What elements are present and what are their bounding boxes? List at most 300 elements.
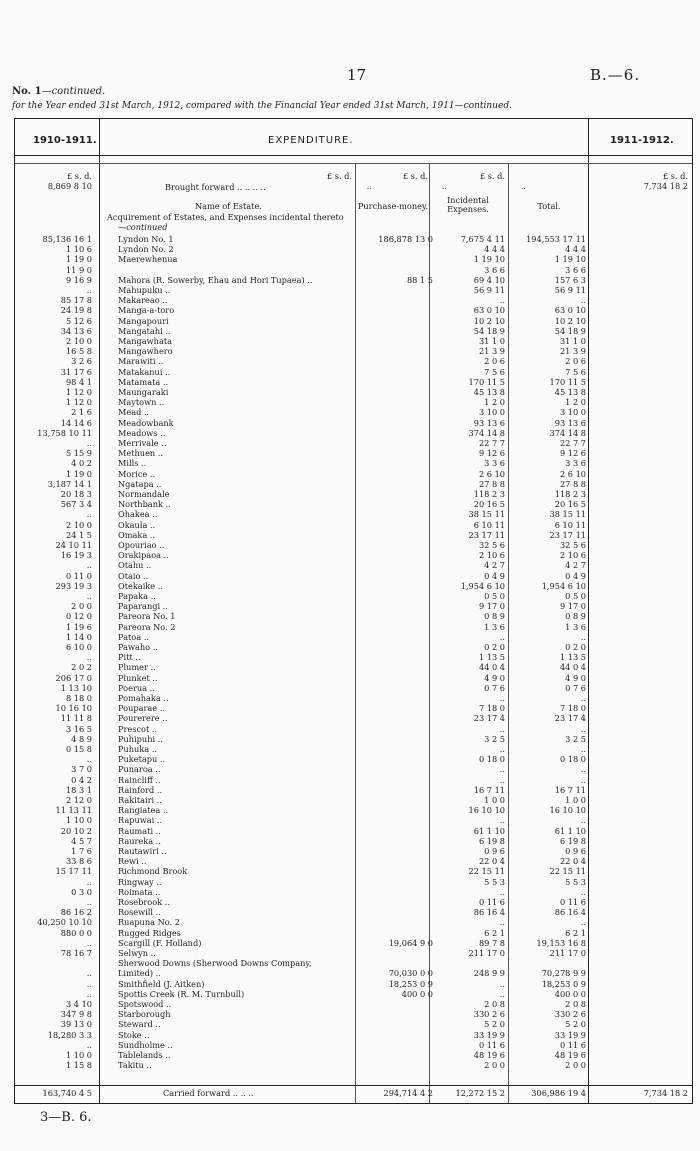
estate-name: Takitu .. xyxy=(118,1060,152,1071)
total-amount: .. xyxy=(580,815,586,826)
estate-name: Omaka .. xyxy=(118,529,156,540)
estate-name: Normandale xyxy=(118,489,170,499)
incidental-expenses: .. xyxy=(499,815,505,826)
document-reference: B.—6. xyxy=(590,66,641,84)
total-amount: 157 6 3 xyxy=(554,274,586,285)
total-amount: 38 15 11 xyxy=(549,509,586,520)
table-row xyxy=(15,367,692,377)
incidental-expenses: 6 2 1 xyxy=(484,927,505,938)
prev-year-amount: 1 14 0 xyxy=(65,631,92,642)
table-row xyxy=(15,938,692,948)
incidental-expenses: 7 5 6 xyxy=(484,366,505,377)
total-amount: 45 13 8 xyxy=(554,387,586,397)
table-row xyxy=(15,826,692,836)
total-amount: 2 0 6 xyxy=(565,356,586,367)
table-row xyxy=(15,989,692,999)
table-row xyxy=(15,254,692,264)
incidental-expenses: 1,954 6 10 xyxy=(460,580,505,591)
prev-year-amount: 13,758 10 11 xyxy=(37,427,92,438)
prev-year-amount: 39 13 0 xyxy=(60,1019,92,1030)
prev-year-amount: 4 8 9 xyxy=(71,733,92,744)
estate-name: Meadowbank xyxy=(118,417,174,428)
total-amount: 27 8 8 xyxy=(559,478,586,489)
estate-name: Prescot .. xyxy=(118,723,158,734)
incidental-heading: Incidental Expenses. xyxy=(447,195,489,214)
estate-name: Methuen .. xyxy=(118,448,163,459)
incidental-expenses: 31 1 0 xyxy=(478,336,505,346)
table-row xyxy=(15,499,692,509)
incidental-expenses: 0 9 6 xyxy=(484,846,505,856)
prev-year-amount: .. xyxy=(86,988,92,999)
prev-year-amount: 11 11 8 xyxy=(60,713,92,724)
estate-name: Rakitairi .. xyxy=(118,795,162,805)
estate-name: Puketapu .. xyxy=(118,754,166,765)
prev-year-amount: 1 7 6 xyxy=(71,846,92,856)
total-amount: 7 18 0 xyxy=(559,703,586,714)
estate-name: Patoa .. xyxy=(118,631,149,642)
incidental-expenses: 4 9 0 xyxy=(484,672,505,683)
incidental-expenses: 0 18 0 xyxy=(478,754,505,765)
table-row xyxy=(15,265,692,275)
table-row xyxy=(15,887,692,897)
prev-year-amount: .. xyxy=(86,438,92,448)
table-row xyxy=(15,744,692,754)
table-row xyxy=(15,673,692,683)
estate-name: Raureka .. xyxy=(118,835,161,846)
prev-year-amount: 2 12 0 xyxy=(65,795,92,805)
prev-year-amount: 1 19 6 xyxy=(65,621,92,632)
estate-name: Pomahaka .. xyxy=(118,693,169,703)
table-row xyxy=(15,958,692,968)
incidental-expenses: 23 17 11 xyxy=(468,529,505,540)
total-amount: 194,553 17 11 xyxy=(526,234,586,244)
table-row xyxy=(15,377,692,387)
estate-name: Mahora (R. Sowerby, Ehau and Hori Tupaea) .. xyxy=(118,274,313,285)
incidental-expenses: 0 7 6 xyxy=(484,682,505,693)
table-row xyxy=(15,724,692,734)
prev-year-amount: .. xyxy=(86,937,92,948)
incidental-expenses: .. xyxy=(499,917,505,928)
incidental-expenses: 69 4 10 xyxy=(473,274,505,285)
table-row xyxy=(15,356,692,366)
total-amount: 0 9 6 xyxy=(565,846,586,856)
expenditure-heading: EXPENDITURE. xyxy=(268,135,354,146)
total-amount: 70,278 9 9 xyxy=(541,968,586,979)
total-heading: Total. xyxy=(537,201,561,211)
table-row xyxy=(15,979,692,989)
total-amount: 0 11 6 xyxy=(559,897,586,907)
table-row xyxy=(15,683,692,693)
prev-year-amount: 2 10 0 xyxy=(65,336,92,346)
incidental-expenses: 3 10 0 xyxy=(478,407,505,418)
incidental-expenses: 3 2 5 xyxy=(484,733,505,744)
prev-year-amount: 5 15 9 xyxy=(65,448,92,459)
incidental-expenses: 9 12 6 xyxy=(478,448,505,459)
prev-year-amount: 1 15 8 xyxy=(65,1060,92,1071)
prev-year-amount: 20 18 3 xyxy=(60,489,92,499)
estate-name: Mangawhata xyxy=(118,336,172,346)
prev-year-amount: 10 16 10 xyxy=(55,703,92,714)
incidental-expenses: 56 9 11 xyxy=(473,285,505,295)
carried-forward-incidental: 12,272 15 2 xyxy=(455,1088,505,1098)
total-amount: 170 11 5 xyxy=(549,376,586,387)
incidental-expenses: 16 10 10 xyxy=(468,805,505,816)
incidental-expenses: 32 5 6 xyxy=(478,540,505,550)
total-amount: 3 3 6 xyxy=(565,458,586,469)
incidental-expenses: 4 4 4 xyxy=(484,244,505,255)
estate-name: Starborough xyxy=(118,1009,171,1020)
prev-year-amount: 2 0 0 xyxy=(71,601,92,612)
incidental-expenses: 0 4 9 xyxy=(484,570,505,581)
incidental-expenses: 4 2 7 xyxy=(484,560,505,571)
page-number: 17 xyxy=(347,66,367,84)
incidental-expenses: .. xyxy=(499,693,505,703)
incidental-expenses: 374 14 8 xyxy=(468,427,505,438)
prev-year-amount: 1 10 0 xyxy=(65,815,92,826)
prev-year-amount: .. xyxy=(86,968,92,979)
estate-name: Maerewhenua xyxy=(118,254,178,265)
prev-year-amount: 85 17 8 xyxy=(60,295,92,306)
total-amount: 4 2 7 xyxy=(565,560,586,571)
total-amount: 4 4 4 xyxy=(565,244,586,255)
table-row xyxy=(15,316,692,326)
table-row xyxy=(15,244,692,254)
total-amount: 374 14 8 xyxy=(549,427,586,438)
total-amount: 2 6 10 xyxy=(559,468,586,479)
estate-name: Opouriao .. xyxy=(118,540,165,550)
incidental-expenses: 54 18 9 xyxy=(473,325,505,336)
estate-name: Rosebrook .. xyxy=(118,897,170,907)
estate-name: Mangapouri xyxy=(118,315,169,326)
estate-name: Plunket .. xyxy=(118,672,158,683)
total-amount: 23 17 11 xyxy=(549,529,586,540)
estate-name: Paparangi .. xyxy=(118,601,168,612)
table-row xyxy=(15,999,692,1009)
table-row xyxy=(15,336,692,346)
prev-year-amount: 3 4 10 xyxy=(65,999,92,1009)
estate-name: Raumati .. xyxy=(118,825,161,836)
prev-year-amount: 1 13 10 xyxy=(60,682,92,693)
table-row xyxy=(15,285,692,295)
total-amount: 0 11 6 xyxy=(559,1039,586,1050)
incidental-expenses: 27 8 8 xyxy=(478,478,505,489)
incidental-expenses: 0 8 9 xyxy=(484,611,505,622)
incidental-expenses: .. xyxy=(499,764,505,775)
table-row xyxy=(15,540,692,550)
estate-name: Sundholme .. xyxy=(118,1039,173,1050)
prev-year-amount: 2 10 0 xyxy=(65,519,92,530)
brought-forward-label: Brought forward .. .. .. .. xyxy=(165,182,266,192)
prev-year-amount: .. xyxy=(86,897,92,907)
brought-forward-right: 7,734 18 2 xyxy=(643,181,688,191)
incidental-expenses: .. xyxy=(499,774,505,785)
total-amount: 10 2 10 xyxy=(554,315,586,326)
brought-forward-left: 8,869 8 10 xyxy=(47,181,92,191)
table-row xyxy=(15,489,692,499)
prev-year-amount: 34 13 6 xyxy=(60,325,92,336)
table-row xyxy=(15,611,692,621)
incidental-expenses: 33 19 9 xyxy=(473,1029,505,1040)
table-row xyxy=(15,642,692,652)
total-amount: 9 17 0 xyxy=(559,601,586,612)
incidental-expenses: 3 3 6 xyxy=(484,458,505,469)
table-row xyxy=(15,397,692,407)
incidental-expenses: 1 0 0 xyxy=(484,795,505,805)
incidental-expenses: 21 3 9 xyxy=(478,346,505,357)
estate-name: Selwyn .. xyxy=(118,948,156,958)
prev-year-amount: 11 13 11 xyxy=(55,805,92,816)
prev-year-amount: 3 16 5 xyxy=(65,723,92,734)
total-amount: 2 0 0 xyxy=(565,1060,586,1071)
estate-name: Maungaraki xyxy=(118,387,169,397)
table-row xyxy=(15,1050,692,1060)
total-amount: .. xyxy=(580,693,586,703)
estate-name: Poerua .. xyxy=(118,682,155,693)
incidental-expenses: 45 13 8 xyxy=(473,387,505,397)
prev-year-amount: 85,136 16 1 xyxy=(42,234,92,244)
total-amount: 5 5 3 xyxy=(565,876,586,887)
total-amount: 211 17 0 xyxy=(549,948,586,958)
prev-year-amount: 16 19 3 xyxy=(60,550,92,561)
table-row xyxy=(15,713,692,723)
purchase-money: 88 1 5 xyxy=(406,274,433,285)
table-row xyxy=(15,469,692,479)
table-row xyxy=(15,652,692,662)
total-amount: 3 2 5 xyxy=(565,733,586,744)
table-row xyxy=(15,326,692,336)
total-amount: 16 10 10 xyxy=(549,805,586,816)
estate-name: Spottis Creek (R. M. Turnbull) xyxy=(118,988,245,999)
table-row xyxy=(15,601,692,611)
incidental-expenses: 2 0 0 xyxy=(484,1060,505,1071)
incidental-expenses: 38 15 11 xyxy=(468,509,505,520)
prev-year-amount: 1 10 0 xyxy=(65,1050,92,1060)
prev-year-amount: 11 9 0 xyxy=(65,264,92,275)
estate-name: Otahu .. xyxy=(118,560,152,571)
estate-name: Rewi .. xyxy=(118,856,147,867)
total-amount: 32 5 6 xyxy=(559,540,586,550)
incidental-expenses: 5 5 3 xyxy=(484,876,505,887)
prev-year-amount: 4 0 2 xyxy=(71,458,92,469)
estate-name: Pareora No. 1 xyxy=(118,611,176,622)
incidental-expenses: 0 11 6 xyxy=(478,1039,505,1050)
prev-year-amount: 31 17 6 xyxy=(60,366,92,377)
total-amount: 56 9 11 xyxy=(554,285,586,295)
total-amount: .. xyxy=(580,631,586,642)
incidental-expenses: 3 6 6 xyxy=(484,264,505,275)
total-amount: 48 19 6 xyxy=(554,1050,586,1060)
estate-name: Rainford .. xyxy=(118,784,163,795)
total-amount: 1 19 10 xyxy=(554,254,586,265)
incidental-expenses: 1 13 5 xyxy=(478,652,505,663)
estate-name: Smithfield (J. Aitken) xyxy=(118,978,205,989)
prev-year-amount: 2 0 2 xyxy=(71,662,92,673)
table-row xyxy=(15,407,692,417)
total-amount: 23 17 4 xyxy=(554,713,586,724)
estate-name: Morice .. xyxy=(118,468,156,479)
table-row xyxy=(15,418,692,428)
estate-name: Matamata .. xyxy=(118,376,169,387)
estate-name: Mead .. xyxy=(118,407,150,418)
incidental-expenses: 1 19 10 xyxy=(473,254,505,265)
table-row xyxy=(15,805,692,815)
estate-name: Pawaho .. xyxy=(118,642,158,652)
prev-year-amount: 0 11 0 xyxy=(65,570,92,581)
prev-year-amount: 3 2 6 xyxy=(71,356,92,367)
estate-name: Plumer .. xyxy=(118,662,156,673)
total-amount: 0 2 0 xyxy=(565,642,586,652)
table-row xyxy=(15,846,692,856)
total-amount: 22 7 7 xyxy=(559,438,586,448)
incidental-expenses: 2 10 6 xyxy=(478,550,505,561)
estate-name: Tablelands .. xyxy=(118,1050,171,1060)
estate-name: Mangawhero xyxy=(118,346,173,357)
prev-year-amount: .. xyxy=(86,591,92,601)
table-row xyxy=(15,1019,692,1029)
incidental-expenses: 20 16 5 xyxy=(473,499,505,510)
table-row xyxy=(15,448,692,458)
prev-year-amount: 347 9 8 xyxy=(60,1009,92,1020)
table-row xyxy=(15,734,692,744)
incidental-expenses: 0 2 0 xyxy=(484,642,505,652)
currency-heading-purchase: £ s. d. xyxy=(326,171,352,181)
estate-name: Rautawiri .. xyxy=(118,846,167,856)
incidental-expenses: 248 9 9 xyxy=(473,968,505,979)
estate-name: Orakipaoa .. xyxy=(118,550,169,561)
prev-year-amount: 16 5 8 xyxy=(65,346,92,357)
incidental-expenses: 6 19 8 xyxy=(478,835,505,846)
prev-year-amount: 24 19 8 xyxy=(60,305,92,316)
estate-name: Ngatapa .. xyxy=(118,478,162,489)
estate-name: Lyndon No. 1 xyxy=(118,234,174,244)
table-subtitle: for the Year ended 31st March, 1912, compared with the Financial Year ended 31st March, 1911—continued. xyxy=(12,101,512,111)
estate-name: Makareao .. xyxy=(118,295,168,306)
prev-year-amount: .. xyxy=(86,560,92,571)
total-amount: .. xyxy=(580,917,586,928)
estate-name: Ringway .. xyxy=(118,876,162,887)
total-amount: .. xyxy=(580,764,586,775)
total-amount: 0 7 6 xyxy=(565,682,586,693)
incidental-expenses: .. xyxy=(499,295,505,306)
incidental-expenses: .. xyxy=(499,988,505,999)
incidental-expenses: 89 7 8 xyxy=(478,937,505,948)
total-amount: 33 19 9 xyxy=(554,1029,586,1040)
total-amount: 63 0 10 xyxy=(554,305,586,316)
section-title: Acquirement of Estates, and Expenses incidental thereto xyxy=(107,212,344,222)
prev-year-amount: 293 19 3 xyxy=(55,580,92,591)
year-left-heading: 1910-1911. xyxy=(33,135,97,146)
prev-year-amount: .. xyxy=(86,876,92,887)
prev-year-amount: 9 16 9 xyxy=(65,274,92,285)
total-amount: 44 0 4 xyxy=(559,662,586,673)
incidental-expenses: 5 2 0 xyxy=(484,1019,505,1030)
brought-forward-purchase: .. xyxy=(366,181,372,191)
table-row xyxy=(15,1030,692,1040)
section-continued: —continued xyxy=(118,222,168,232)
table-row xyxy=(15,907,692,917)
estate-name: Ohakea .. xyxy=(118,509,158,520)
expenditure-table xyxy=(14,118,693,1104)
total-amount: 1,954 6 10 xyxy=(541,580,586,591)
incidental-expenses: 1 2 0 xyxy=(484,397,505,408)
table-row xyxy=(15,632,692,642)
table-row xyxy=(15,550,692,560)
total-amount: 1 2 0 xyxy=(565,397,586,408)
table-row xyxy=(15,775,692,785)
total-amount: .. xyxy=(580,723,586,734)
incidental-expenses: 23 17 4 xyxy=(473,713,505,724)
total-amount: 21 3 9 xyxy=(559,346,586,357)
table-row xyxy=(15,897,692,907)
incidental-expenses: 61 1 10 xyxy=(473,825,505,836)
total-amount: 1 13 5 xyxy=(559,652,586,663)
incidental-expenses: 44 0 4 xyxy=(478,662,505,673)
prev-year-amount: .. xyxy=(86,1039,92,1050)
total-amount: 7 5 6 xyxy=(565,366,586,377)
prev-year-amount: 98 4 1 xyxy=(65,376,92,387)
total-amount: .. xyxy=(580,886,586,897)
incidental-expenses: 6 10 11 xyxy=(473,519,505,530)
total-amount: 19,153 16 8 xyxy=(536,937,586,948)
prev-year-amount: 20 10 2 xyxy=(60,825,92,836)
estate-name: Mills .. xyxy=(118,458,147,469)
estate-name: Puhuka .. xyxy=(118,744,157,754)
prev-year-amount: 4 5 7 xyxy=(71,835,92,846)
purchase-money: 70,030 0 0 xyxy=(388,968,433,979)
table-row xyxy=(15,754,692,764)
estate-name: Richmond Brook xyxy=(118,866,188,877)
estate-name: Rapuwai .. xyxy=(118,815,163,826)
table-row xyxy=(15,948,692,958)
name-heading: Name of Estate. xyxy=(195,201,262,211)
estate-name: Puhipuhi .. xyxy=(118,733,163,744)
incidental-expenses: 9 17 0 xyxy=(478,601,505,612)
estate-name: Ruapuna No. 2 xyxy=(118,917,180,928)
estate-name: Otekaike .. xyxy=(118,580,163,591)
estate-name: Pouparae .. xyxy=(118,703,165,714)
total-amount: 0 4 9 xyxy=(565,570,586,581)
incidental-expenses: 0 5 0 xyxy=(484,591,505,601)
incidental-expenses: 10 2 10 xyxy=(473,315,505,326)
prev-year-amount: 0 12 0 xyxy=(65,611,92,622)
estate-name: Merrivale .. xyxy=(118,438,167,448)
prev-year-amount: .. xyxy=(86,509,92,520)
prev-year-amount: 5 12 6 xyxy=(65,315,92,326)
estate-name: Marawiti .. xyxy=(118,356,164,367)
estate-name: Okaula .. xyxy=(118,519,156,530)
prev-year-amount: 78 16 7 xyxy=(60,948,92,958)
currency-heading-left: £ s. d. xyxy=(66,171,92,181)
prev-year-amount: .. xyxy=(86,978,92,989)
total-amount: 0 8 9 xyxy=(565,611,586,622)
table-row xyxy=(15,1009,692,1019)
prev-year-amount: 40,250 10 10 xyxy=(37,917,92,928)
total-amount: .. xyxy=(580,774,586,785)
total-amount: 1 0 0 xyxy=(565,795,586,805)
table-row xyxy=(15,928,692,938)
prev-year-amount: 6 10 0 xyxy=(65,642,92,652)
incidental-expenses: 330 2 6 xyxy=(473,1009,505,1020)
table-row xyxy=(15,1060,692,1070)
total-amount: 6 19 8 xyxy=(559,835,586,846)
table-row xyxy=(15,275,692,285)
prev-year-amount: 15 17 11 xyxy=(55,866,92,877)
estate-name: Scargill (F. Holland) xyxy=(118,937,202,948)
total-amount: 6 2 1 xyxy=(565,927,586,938)
incidental-expenses: 22 15 11 xyxy=(468,866,505,877)
table-row xyxy=(15,662,692,672)
incidental-expenses: .. xyxy=(499,744,505,754)
